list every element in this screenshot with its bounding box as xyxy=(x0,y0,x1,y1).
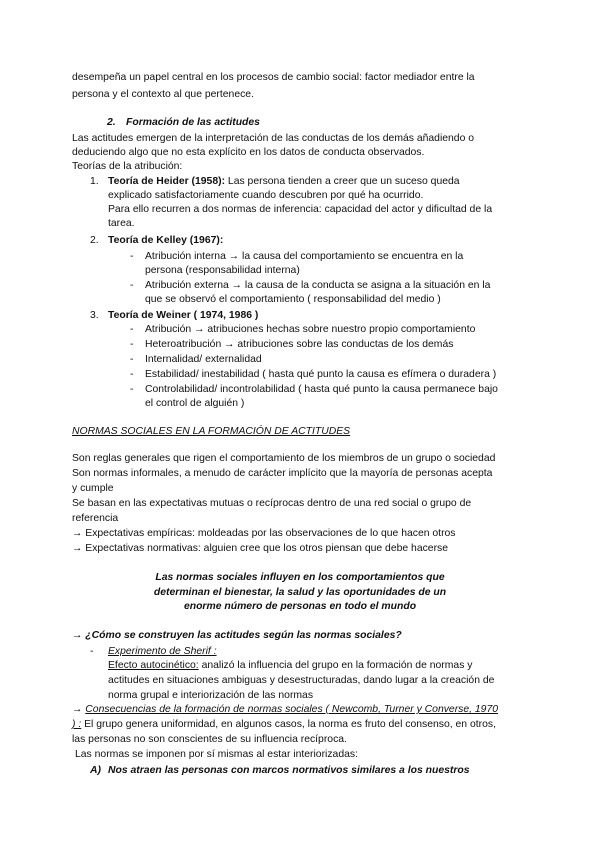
bullet-dash: - xyxy=(130,280,134,291)
theory-text: Las persona tienden a creer que un suceso queda xyxy=(225,176,460,187)
bullet-dash: - xyxy=(90,646,94,657)
theory-title: Teoría de Weiner ( 1974, 1986 ) xyxy=(108,310,259,321)
section-paragraph-line-2: deduciendo algo que no esta explícito en los datos de conducta observados. xyxy=(72,147,425,158)
list-number: 3. xyxy=(90,310,99,321)
normas-heading: NORMAS SOCIALES EN LA FORMACIÓN DE ACTITUDES xyxy=(72,426,351,437)
bullet-text: Estabilidad/ inestabilidad ( hasta qué punto la causa es efímera o duradera ) xyxy=(145,369,497,380)
sherif-label: Experimento de Sherif : xyxy=(108,646,217,657)
item-a-text: Nos atraen las personas con marcos normativos similares a los nuestros xyxy=(108,765,470,776)
theory-title: Teoría de Kelley (1967): xyxy=(108,235,224,246)
list-number: 2. xyxy=(90,235,99,246)
intro-line-2: persona y el contexto al que pertenece. xyxy=(72,89,254,100)
normas-paragraph: Son normas informales, a menudo de carácter implícito que la mayoría de personas acepta xyxy=(72,468,493,479)
consecuencias-line-1 xyxy=(72,703,498,717)
consecuencias-line-3: las personas no son conscientes de su influencia recíproca. xyxy=(72,734,347,745)
quote-line-3: enorme número de personas en todo el mundo xyxy=(183,601,417,612)
bullet-text: Heteroatribución → atribuciones sobre las conductas de los demás xyxy=(145,339,454,350)
bullet-dash: - xyxy=(130,251,134,262)
autocinetico-label: Efecto autocinético: xyxy=(108,660,199,671)
autocinetico-line-1 xyxy=(108,659,472,673)
normas-paragraph: referencia xyxy=(72,513,119,524)
quote-line-2: determinan el bienestar, la salud y las oportunidades de un xyxy=(153,587,447,598)
expectativas-empiricas: → Expectativas empíricas: moldeadas por las observaciones de lo que hacen otros xyxy=(72,528,456,539)
bullet-text: Atribución externa → la causa de la conducta se asigna a la situación en la xyxy=(145,280,491,291)
section-heading: Formación de las actitudes xyxy=(126,117,260,128)
section-number: 2. xyxy=(107,117,116,128)
consecuencias-line-2 xyxy=(72,718,496,732)
bullet-text: Atribución interna → la causa del comportamiento se encuentra en la xyxy=(145,251,464,262)
theory-heider xyxy=(108,175,460,189)
bullet-text: Internalidad/ externalidad xyxy=(145,354,262,365)
theories-label: Teorías de la atribución: xyxy=(72,161,183,172)
normas-paragraph: y cumple xyxy=(72,483,114,494)
bullet-dash: - xyxy=(130,324,134,335)
bullet-text: que se observó el comportamiento ( responsabilidad del medio ) xyxy=(145,294,441,305)
theory-text: Para ello recurren a dos normas de inferencia: capacidad del actor y dificultad de la xyxy=(108,204,493,215)
normas-paragraph: Se basan en las expectativas mutuas o recíprocas dentro de una red social o grupo de xyxy=(72,498,472,509)
theory-title: Teoría de Heider (1958): xyxy=(108,176,226,187)
bullet-dash: - xyxy=(130,384,134,395)
bullet-dash: - xyxy=(130,339,134,350)
normas-paragraph: Son reglas generales que rigen el comportamiento de los miembros de un grupo o sociedad xyxy=(72,453,496,464)
bullet-text: persona (responsabilidad interna) xyxy=(145,265,300,276)
item-a-label: A) xyxy=(90,765,101,776)
autocinetico-line-3: norma grupal e interiorización de las normas xyxy=(108,690,314,701)
impose-line: Las normas se imponen por sí mismas al estar interiorizadas: xyxy=(75,749,358,760)
autocinetico-text: analizó la influencia del grupo en la formación de normas y xyxy=(198,660,473,671)
autocinetico-line-2: actitudes en situaciones ambiguas y desestructuradas, dando lugar a la creación de xyxy=(108,675,495,686)
expectativas-normativas: → Expectativas normativas: alguien cree que los otros piensan que debe hacerse xyxy=(72,543,449,554)
quote-line-1: Las normas sociales influyen en los comportamientos que xyxy=(155,572,445,583)
section-paragraph-line-1: Las actitudes emergen de la interpretación de las conductas de los demás añadiendo o xyxy=(72,133,475,144)
consecuencias-close: ) : xyxy=(72,719,82,730)
intro-line-1: desempeña un papel central en los procesos de cambio social: factor mediador entre la xyxy=(72,72,475,83)
bullet-dash: - xyxy=(130,354,134,365)
list-number: 1. xyxy=(90,176,99,187)
theory-text: explicado satisfactoriamente cuando descubren por qué ha ocurrido. xyxy=(108,190,424,201)
bullet-text: el control de alguién ) xyxy=(145,398,245,409)
arrow: → xyxy=(72,704,86,715)
consecuencias-label: Consecuencias de la formación de normas sociales ( Newcomb, Turner y Converse, 1970 xyxy=(85,704,499,715)
theory-text: tarea. xyxy=(108,218,135,229)
bullet-text: Atribución → atribuciones hechas sobre nuestro propio comportamiento xyxy=(145,324,476,335)
bullet-dash: - xyxy=(130,369,134,380)
bullet-text: Controlabilidad/ incontrolabilidad ( hasta qué punto la causa permanece bajo xyxy=(145,384,498,395)
consecuencias-text: El grupo genera uniformidad, en algunos casos, la norma es fruto del consenso, en otros, xyxy=(81,719,496,730)
question-heading: → ¿Cómo se construyen las actitudes según las normas sociales? xyxy=(72,630,402,641)
